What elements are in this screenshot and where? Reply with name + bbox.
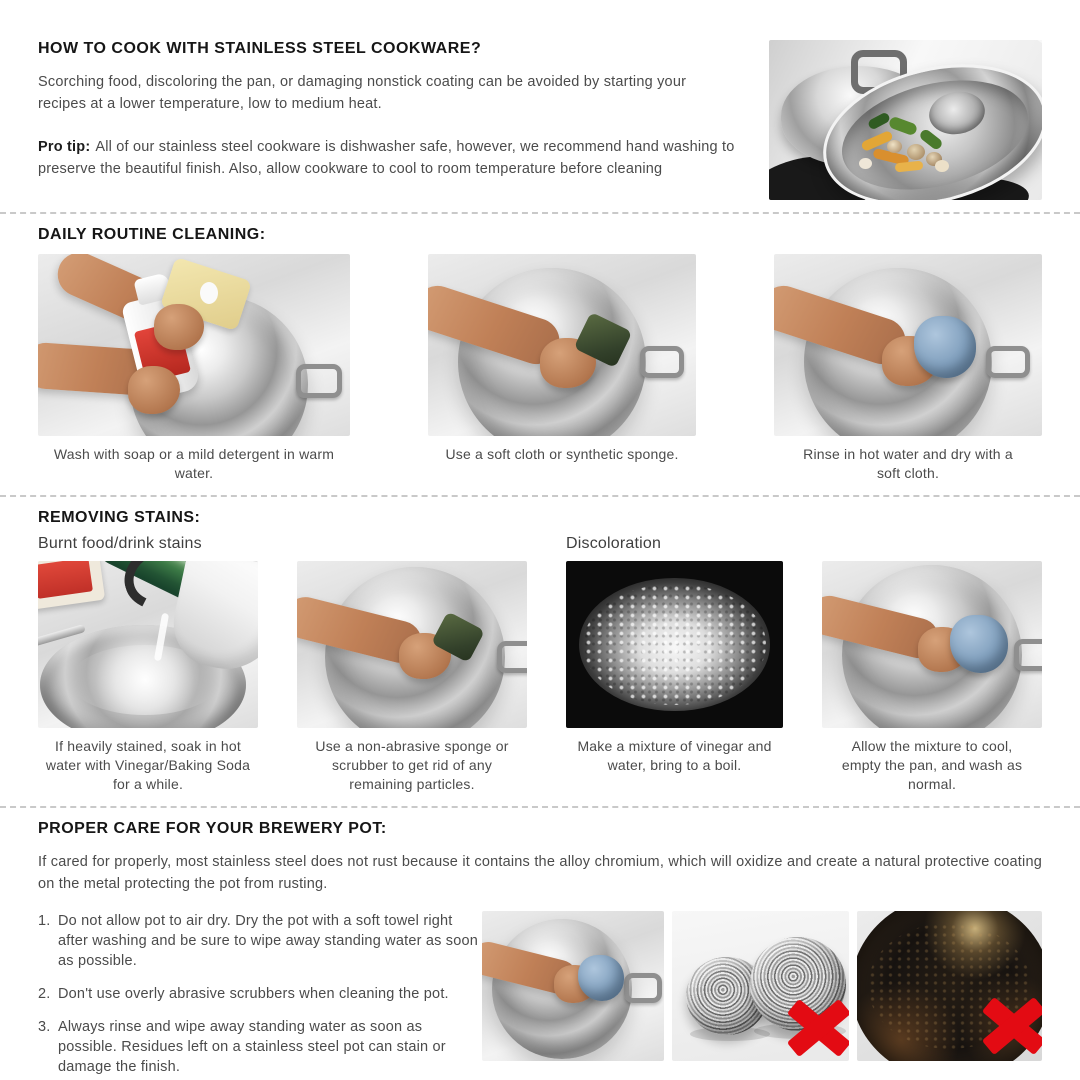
burnt-pot-photo <box>857 911 1042 1061</box>
pan-handle <box>497 641 527 673</box>
section-how-to-cook <box>38 40 1042 200</box>
fig-head-spacer <box>297 535 527 561</box>
stain-step-1-figure <box>38 535 258 794</box>
pan-handle <box>1014 639 1042 671</box>
spray-detergent-photo <box>38 254 350 436</box>
baking-soda-box <box>38 561 105 610</box>
burnt-stains-sublabel: Burnt food/drink stains <box>38 535 202 552</box>
daily-cleaning-heading: DAILY ROUTINE CLEANING: <box>38 226 266 243</box>
wok-stir-fry-photo <box>769 40 1042 200</box>
stain-step-2-caption: Use a non-abrasive sponge or scrubber to get rid of any remaining particles. <box>315 738 509 792</box>
boiling-mixture-photo <box>566 561 783 728</box>
proper-care-content <box>38 911 1042 1080</box>
discoloration-sublabel: Discoloration <box>566 535 662 552</box>
proper-care-body: If cared for properly, most stainless steel does not rust because it contains the alloy chromium, which will oxidize and create a natural protective coating on the metal protecting the pot from rusting. <box>38 854 1042 892</box>
stain-step-3-caption: Make a mixture of vinegar and water, bring to a boil. <box>577 738 772 773</box>
scrub-sponge-photo <box>297 561 527 728</box>
care-tip-2 <box>38 984 482 1004</box>
fig-head-spacer <box>822 535 1042 561</box>
list-number: 3. <box>38 1019 51 1035</box>
dashed-divider <box>0 495 1080 497</box>
stain-step-4-figure <box>822 535 1042 794</box>
daily-step-3-caption: Rinse in hot water and dry with a soft cloth. <box>803 446 1013 481</box>
section-proper-care <box>38 820 1042 1080</box>
steel-wool-photo <box>672 911 849 1061</box>
food-mushroom <box>887 140 902 153</box>
daily-step-3-figure <box>774 254 1042 483</box>
pan-handle <box>296 364 342 398</box>
proper-care-photos <box>482 911 1042 1080</box>
section-daily-cleaning <box>38 226 1042 483</box>
pan-handle <box>640 346 684 378</box>
removing-stains-heading: REMOVING STAINS: <box>38 509 201 526</box>
care-tips-list <box>38 911 482 1080</box>
food-onion-piece <box>935 160 949 172</box>
care-tip-1-text: Do not allow pot to air dry. Dry the pot with a soft towel right after washing and be sure to wipe away standing water as soon as possible. <box>58 913 479 969</box>
green-sponge-photo <box>428 254 696 436</box>
proper-care-heading: PROPER CARE FOR YOUR BREWERY POT: <box>38 820 387 837</box>
blue-cloth-photo <box>774 254 1042 436</box>
red-x-icon <box>787 999 849 1057</box>
sponge-highlight <box>200 282 218 304</box>
blue-cloth <box>914 316 976 378</box>
section-removing-stains <box>38 509 1042 794</box>
blue-cloth <box>950 615 1008 673</box>
boiling-bubbles <box>583 584 765 704</box>
pan-handle <box>624 973 662 1003</box>
blue-towel <box>578 955 624 1001</box>
how-to-cook-text <box>38 40 769 180</box>
dashed-divider <box>0 806 1080 808</box>
vinegar-soak-photo <box>38 561 258 728</box>
wipe-cloth-photo <box>822 561 1042 728</box>
care-tip-3-text: Always rinse and wipe away standing water as soon as possible. Residues left on a stainless steel pot can stain or damage the finish. <box>58 1019 446 1075</box>
pan-handle <box>986 346 1030 378</box>
stain-step-2-figure <box>297 535 527 794</box>
food-onion-piece <box>859 158 872 169</box>
food-mushroom <box>907 144 925 160</box>
daily-cleaning-figures <box>38 254 1042 483</box>
daily-step-1-caption: Wash with soap or a mild detergent in warm water. <box>53 446 335 481</box>
pro-tip-label: Pro tip: <box>38 139 91 155</box>
stain-step-3-figure <box>566 535 783 794</box>
care-tip-1 <box>38 911 482 971</box>
pro-tip-body: All of our stainless steel cookware is dishwasher safe, however, we recommend hand washing to preserve the beautiful finish. Also, allow cookware to cool to room temperature before cleaning <box>38 139 735 177</box>
dashed-divider <box>0 212 1080 214</box>
care-tip-2-text: Don't use overly abrasive scrubbers when cleaning the pot. <box>58 986 449 1002</box>
dry-pot-photo <box>482 911 664 1061</box>
care-tip-3 <box>38 1017 482 1077</box>
ladle-handle <box>944 40 1042 45</box>
daily-step-2-caption: Use a soft cloth or synthetic sponge. <box>445 446 679 462</box>
how-to-cook-heading: HOW TO COOK WITH STAINLESS STEEL COOKWARE? <box>38 40 482 57</box>
list-number: 2. <box>38 986 51 1002</box>
list-number: 1. <box>38 913 51 929</box>
removing-stains-figures <box>38 535 1042 794</box>
red-x-icon <box>982 997 1042 1055</box>
daily-step-2-figure <box>428 254 696 483</box>
stain-step-1-caption: If heavily stained, soak in hot water with Vinegar/Baking Soda for a while. <box>45 738 251 792</box>
pro-tip-paragraph <box>38 136 738 180</box>
how-to-cook-body: Scorching food, discoloring the pan, or damaging nonstick coating can be avoided by starting your recipes at a lower temperature, low to medium heat. <box>38 74 687 112</box>
stain-step-4-caption: Allow the mixture to cool, empty the pan, and wash as normal. <box>841 738 1023 792</box>
baking-soda-label <box>38 561 93 599</box>
daily-step-1-figure <box>38 254 350 483</box>
